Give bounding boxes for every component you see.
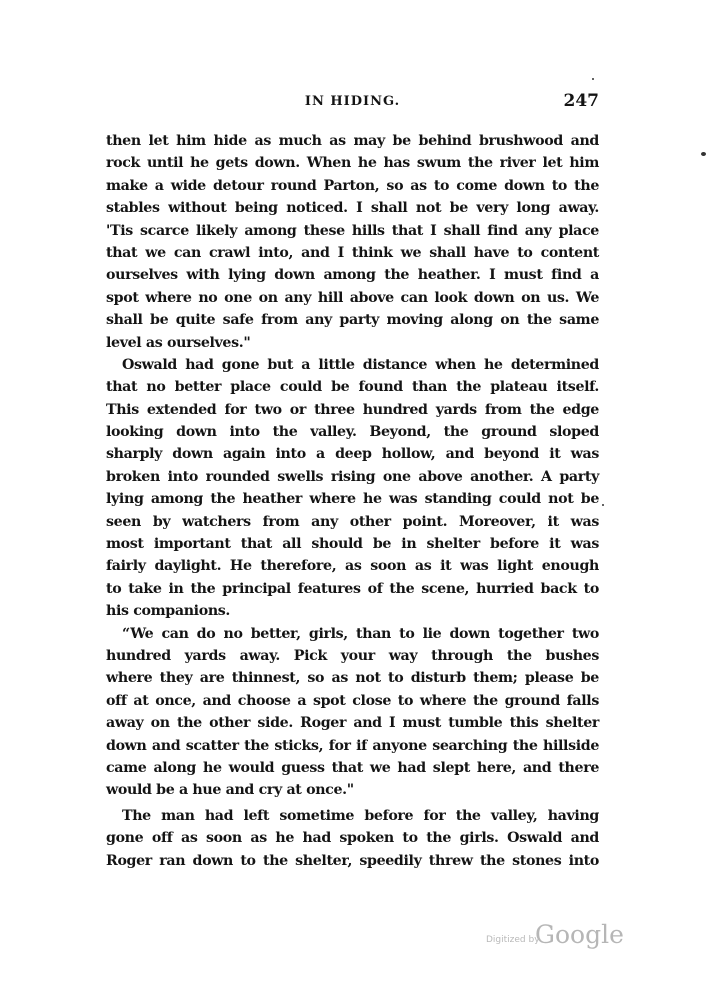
ink-speck bbox=[592, 78, 594, 80]
text-line: looking down into the valley. Beyond, the ground sloped bbox=[106, 424, 599, 441]
body-text bbox=[106, 130, 599, 872]
text-line: broken into rounded swells rising one above another. A party bbox=[106, 468, 599, 485]
text-line: make a wide detour round Parton, so as to come down to the bbox=[106, 177, 599, 194]
ink-speck bbox=[602, 504, 604, 506]
text-line: lying among the heather where he was standing could not be bbox=[106, 491, 599, 508]
text-line: most important that all should be in shelter before it was bbox=[106, 536, 599, 553]
text-line: that no better place could be found than the plateau itself. bbox=[106, 379, 599, 396]
google-logo: Google bbox=[535, 920, 624, 949]
text-line: fairly daylight. He therefore, as soon as it was light enough bbox=[106, 558, 599, 575]
text-line: sharply down again into a deep hollow, and beyond it was bbox=[106, 446, 599, 463]
text-line: hundred yards away. Pick your way through the bushes bbox=[106, 647, 599, 664]
text-line: his companions. bbox=[106, 603, 231, 620]
text-line: Roger ran down to the shelter, speedily threw the stones into bbox=[106, 852, 599, 869]
text-line: Oswald had gone but a little distance when he determined bbox=[122, 356, 599, 373]
ink-speck bbox=[701, 152, 706, 156]
text-line: This extended for two or three hundred yards from the edge bbox=[106, 401, 599, 418]
text-line: The man had left sometime before for the valley, having bbox=[122, 807, 599, 824]
text-line: came along he would guess that we had slept here, and there bbox=[106, 759, 599, 776]
text-line: where they are thinnest, so as not to disturb them; please be bbox=[106, 670, 599, 687]
text-line: gone off as soon as he had spoken to the girls. Oswald and bbox=[106, 830, 599, 847]
page-number: 247 bbox=[563, 91, 599, 111]
text-line: away on the other side. Roger and I must tumble this shelter bbox=[106, 715, 599, 732]
text-line: level as ourselves." bbox=[106, 334, 251, 351]
text-line: down and scatter the sticks, for if anyone searching the hillside bbox=[106, 737, 599, 754]
text-line: rock until he gets down. When he has swum the river let him bbox=[106, 155, 599, 172]
text-line: spot where no one on any hill above can look down on us. We bbox=[106, 289, 599, 306]
text-line: off at once, and choose a spot close to where the ground falls bbox=[106, 692, 599, 709]
running-head bbox=[106, 91, 599, 113]
text-line: shall be quite safe from any party moving along on the same bbox=[106, 312, 599, 329]
text-line: to take in the principal features of the scene, hurried back to bbox=[106, 580, 599, 597]
text-line: seen by watchers from any other point. Moreover, it was bbox=[106, 513, 599, 530]
text-line: then let him hide as much as may be behind brushwood and bbox=[106, 133, 599, 149]
google-watermark bbox=[486, 918, 626, 952]
text-line: stables without being noticed. I shall not be very long away. bbox=[106, 200, 599, 217]
text-line: 'Tis scarce likely among these hills that I shall find any place bbox=[106, 222, 599, 239]
text-line: that we can crawl into, and I think we shall have to content bbox=[106, 244, 599, 261]
text-line: ourselves with lying down among the heather. I must find a bbox=[106, 267, 599, 284]
chapter-title: IN HIDING. bbox=[304, 94, 401, 109]
watermark-prefix: Digitized by bbox=[486, 935, 540, 945]
text-line: would be a hue and cry at once." bbox=[106, 782, 354, 799]
text-line: “We can do no better, girls, than to lie down together two bbox=[122, 625, 599, 642]
